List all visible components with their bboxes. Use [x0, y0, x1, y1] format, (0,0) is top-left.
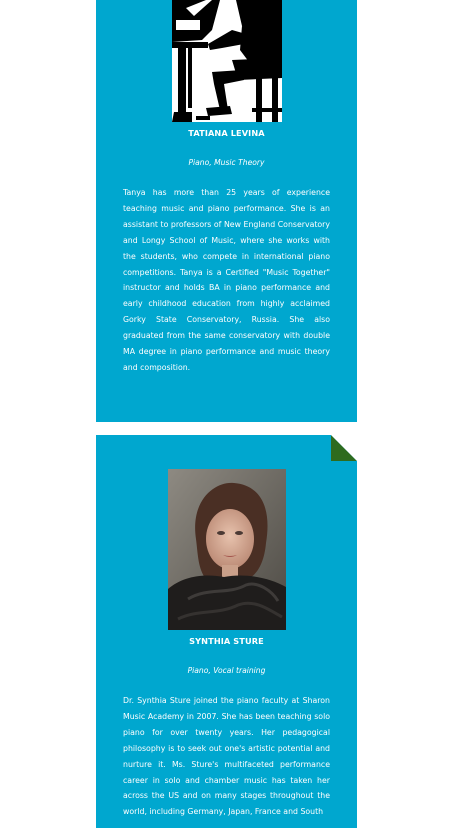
pianist-silhouette-icon — [172, 0, 282, 122]
teacher-bio: Tanya has more than 25 years of experience teaching music and piano performance. She is an assistant to professors of New England Conservatory and Longy School of Music, where she works with the students, who compete in international piano competitions. Tanya is a Certified "Music Together" instructor and holds BA in piano performance and early childhood education from highly acclaimed Gorky State Conservatory, Russia. She also graduated from the same conservatory with double MA degree in piano performance and music theory and composition. — [123, 188, 330, 372]
portrait-photo-icon — [168, 469, 286, 630]
teacher-photo-levina — [172, 0, 282, 122]
teacher-card-sture — [96, 435, 357, 828]
page-fold-corner-icon — [331, 435, 357, 461]
teacher-subjects: Piano, Music Theory — [188, 158, 265, 167]
teacher-subjects: Piano, Vocal training — [187, 666, 266, 675]
teacher-photo-sture — [168, 469, 286, 630]
teacher-name: TATIANA LEVINA — [188, 128, 265, 138]
teacher-card-levina — [96, 0, 357, 422]
teacher-bio: Dr. Synthia Sture joined the piano faculty at Sharon Music Academy in 2007. She has been teaching solo piano for over twenty years. Her pedagogical philosophy is to seek out one's artistic potential and nurture it. Ms. Sture's multifaceted performance career in solo and chamber music has taken her across the US and on many stages throughout the world, including Germany, Japan, France and South — [123, 696, 330, 817]
teacher-name: SYNTHIA STURE — [189, 636, 264, 646]
